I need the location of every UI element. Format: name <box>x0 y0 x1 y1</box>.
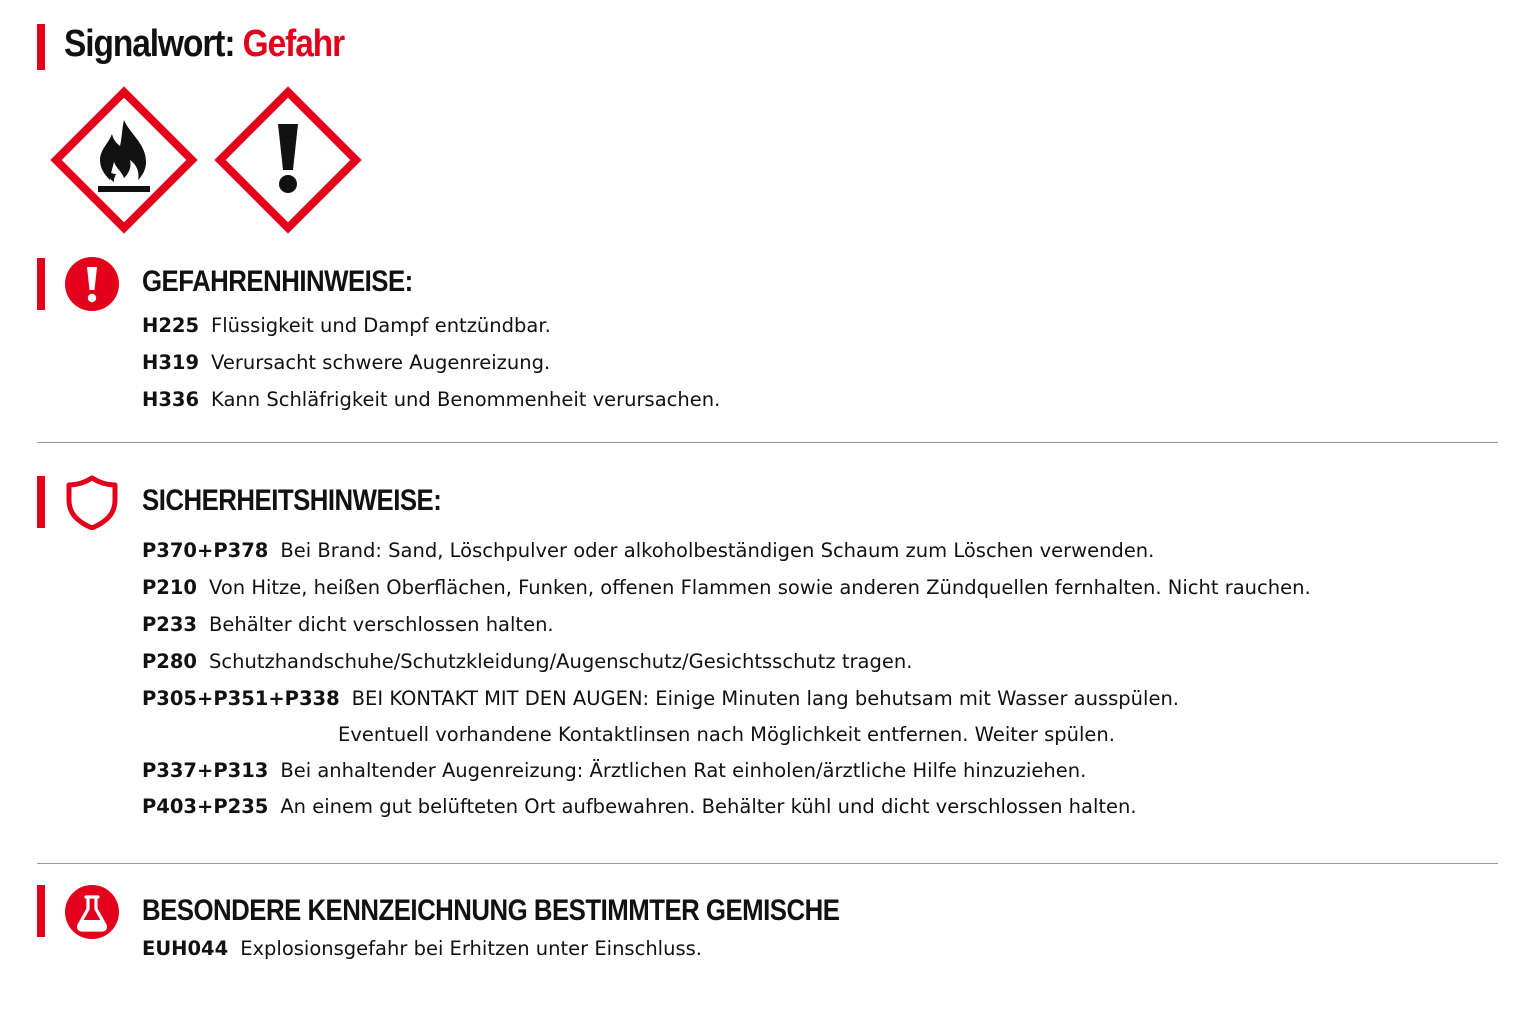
statement-code: P233 <box>142 613 197 636</box>
exclamation-icon <box>214 86 362 234</box>
signalword-label: Signalwort: <box>64 23 235 65</box>
special-section-bar <box>37 885 45 937</box>
section-divider <box>37 863 1498 864</box>
statement-code: P305+P351+P338 <box>142 687 340 710</box>
statement-text: BEI KONTAKT MIT DEN AUGEN: Einige Minuten lang behutsam mit Wasser ausspülen. <box>351 687 1180 710</box>
safety-statement <box>142 686 1179 712</box>
statement-text: Von Hitze, heißen Oberflächen, Funken, offenen Flammen sowie anderen Zündquellen fernhalten. Nicht rauchen. <box>209 576 1311 599</box>
safety-statement <box>142 758 1086 784</box>
signalword-value: Gefahr <box>242 23 345 65</box>
special-statement <box>142 936 702 962</box>
hazard-statement <box>142 313 551 339</box>
statement-text: Explosionsgefahr bei Erhitzen unter Einschluss. <box>240 937 702 960</box>
safety-statement <box>142 612 554 638</box>
statement-code: P403+P235 <box>142 795 269 818</box>
flame-icon <box>50 86 198 234</box>
safety-title: SICHERHEITSHINWEISE: <box>142 484 442 517</box>
safety-section-bar <box>37 476 45 528</box>
safety-statement <box>142 538 1154 564</box>
hazard-statement <box>142 387 720 413</box>
hazard-section-bar <box>37 258 45 310</box>
statement-code: P280 <box>142 650 197 673</box>
statement-code: P337+P313 <box>142 759 269 782</box>
statement-text: Verursacht schwere Augenreizung. <box>211 351 551 374</box>
statement-code: H319 <box>142 351 200 374</box>
statement-continuation: Eventuell vorhandene Kontaktlinsen nach Möglichkeit entfernen. Weiter spülen. <box>338 723 1115 746</box>
shield-icon <box>64 474 120 530</box>
statement-code: P210 <box>142 576 197 599</box>
statement-code: H336 <box>142 388 200 411</box>
safety-statement <box>142 575 1311 601</box>
safety-statement <box>142 794 1137 820</box>
statement-text: Flüssigkeit und Dampf entzündbar. <box>211 314 551 337</box>
special-title: BESONDERE KENNZEICHNUNG BESTIMMTER GEMISCHE <box>142 894 840 927</box>
statement-text: Bei Brand: Sand, Löschpulver oder alkoholbeständigen Schaum zum Löschen verwenden. <box>280 539 1155 562</box>
signalword-bar <box>37 24 45 70</box>
hazard-title: GEFAHRENHINWEISE: <box>142 265 413 298</box>
statement-text: Kann Schläfrigkeit und Benommenheit verursachen. <box>211 388 721 411</box>
statement-text: An einem gut belüfteten Ort aufbewahren. Behälter kühl und dicht verschlossen halten. <box>280 795 1137 818</box>
statement-code: H225 <box>142 314 200 337</box>
statement-text: Schutzhandschuhe/Schutzkleidung/Augenschutz/Gesichtsschutz tragen. <box>209 650 913 673</box>
exclamation-circle-icon <box>64 256 120 312</box>
statement-code: P370+P378 <box>142 539 269 562</box>
safety-statement <box>142 649 912 675</box>
statement-text: Behälter dicht verschlossen halten. <box>209 613 554 636</box>
signalword <box>64 18 344 70</box>
flask-icon <box>64 884 120 940</box>
hazard-statement <box>142 350 550 376</box>
section-divider <box>37 442 1498 443</box>
statement-text: Bei anhaltender Augenreizung: Ärztlichen Rat einholen/ärztliche Hilfe hinzuziehen. <box>280 759 1087 782</box>
statement-code: EUH044 <box>142 937 229 960</box>
